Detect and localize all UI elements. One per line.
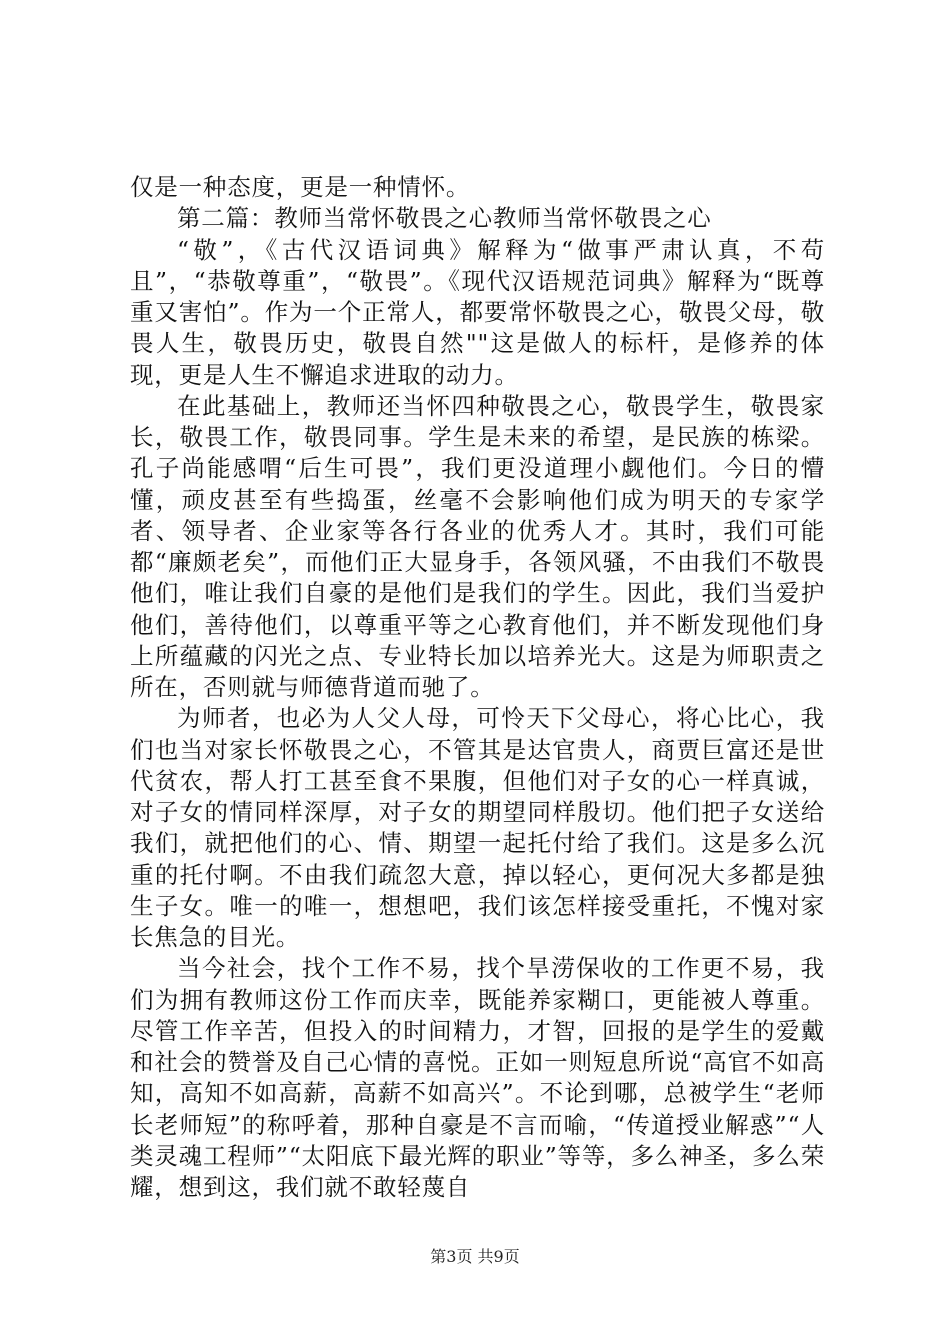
page-footer: 第3页 共9页 bbox=[430, 1247, 520, 1266]
paragraph: 在此基础上，教师还当怀四种敬畏之心，敬畏学生，敬畏家长，敬畏工作，敬畏同事。学生是未来的希望，是民族的栋梁。孔子尚能感喟“后生可畏”，我们更没道理小觑他们。今日的懵懂，顽皮甚至有些捣蛋，丝毫不会影响他们成为明天的专家学者、领导者、企业家等各行各业的优秀人才。其时，我们可能都“廉颇老矣”，而他们正大显身手，各领风骚，不由我们不敬畏他们，唯让我们自豪的是他们是我们的学生。因此，我们当爱护他们，善待他们，以尊重平等之心教育他们，并不断发现他们身上所蕴藏的闪光之点、专业特长加以培养光大。这是为师职责之所在，否则就与师德背道而驰了。 bbox=[130, 391, 825, 701]
document-body bbox=[130, 172, 825, 1203]
paragraph: 为师者，也必为人父人母，可怜天下父母心，将心比心，我们也当对家长怀敬畏之心，不管其是达官贵人，商贾巨富还是世代贫农，帮人打工甚至食不果腹，但他们对子女的心一样真诚，对子女的情同样深厚，对子女的期望同样殷切。他们把子女送给我们，就把他们的心、情、期望一起托付给了我们。这是多么沉重的托付啊。不由我们疏忽大意，掉以轻心，更何况大多都是独生子女。唯一的唯一，想想吧，我们该怎样接受重托，不愧对家长焦急的目光。 bbox=[130, 704, 825, 951]
paragraph: “敬”，《古代汉语词典》解释为“做事严肃认真，不苟且”，“恭敬尊重”，“敬畏”。《现代汉语规范词典》解释为“既尊重又害怕”。作为一个正常人，都要常怀敬畏之心，敬畏父母，敬畏人生，敬畏历史，敬畏自然""这是做人的标杆，是修养的体现，更是人生不懈追求进取的动力。 bbox=[130, 235, 825, 389]
section-title: 第二篇：教师当常怀敬畏之心教师当常怀敬畏之心 bbox=[177, 204, 712, 233]
paragraph-continuation: 仅是一种态度，更是一种情怀。 bbox=[130, 173, 471, 201]
paragraph: 当今社会，找个工作不易，找个旱涝保收的工作更不易，我们为拥有教师这份工作而庆幸，既能养家糊口，更能被人尊重。尽管工作辛苦，但投入的时间精力，才智，回报的是学生的爱戴和社会的赞誉及自己心情的喜悦。正如一则短息所说“高官不如高知，高知不如高薪，高薪不如高兴”。不论到哪，总被学生“老师长老师短”的称呼着，那种自豪是不言而喻，“传道授业解惑”“人类灵魂工程师”“太阳底下最光辉的职业”等等，多么神圣，多么荣耀，想到这，我们就不敢轻蔑自 bbox=[130, 954, 825, 1201]
